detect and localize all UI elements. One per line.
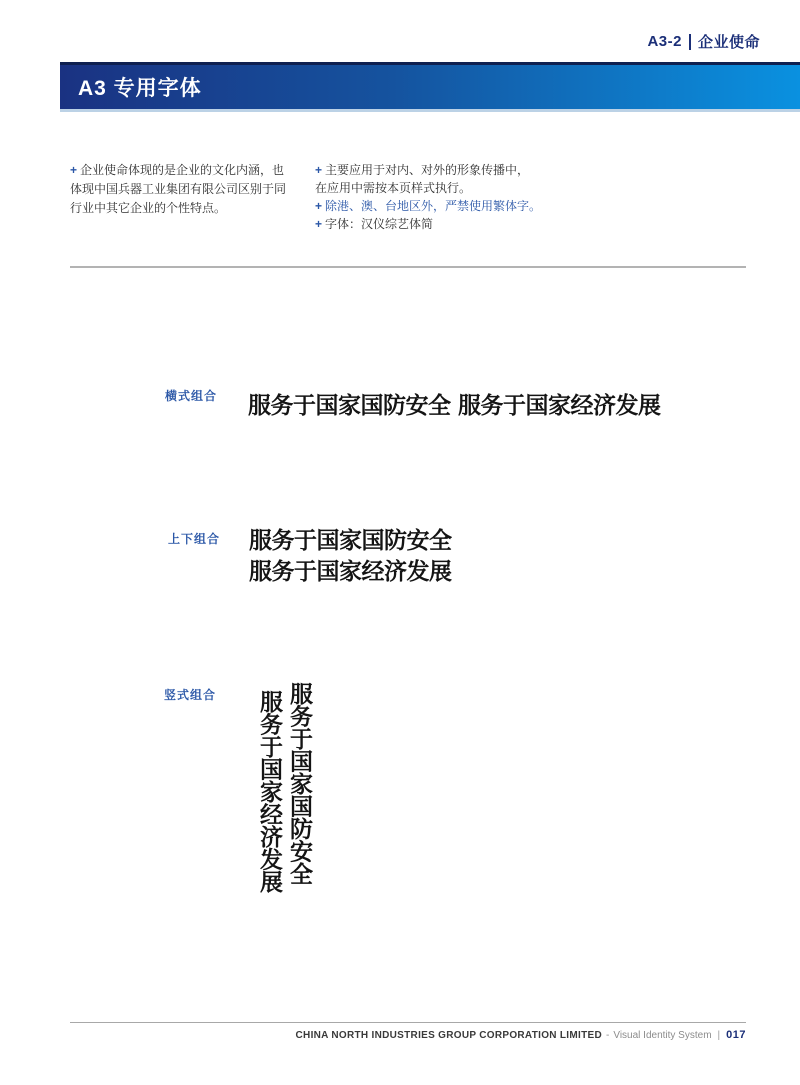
intro-right-column	[315, 161, 590, 233]
intro-right-line	[315, 215, 590, 233]
specimen-vertical-column-left: 服务于国家经济发展	[256, 690, 282, 893]
footer-page-number: 017	[726, 1029, 746, 1041]
specimen-stacked	[249, 526, 452, 588]
specimen-vertical-column-right: 服务于国家国防安全	[286, 682, 312, 885]
intro-right-line	[315, 179, 590, 197]
plus-icon: +	[70, 163, 78, 177]
page-section-code	[647, 31, 760, 52]
font-name-note: 字体：汉仪综艺体简	[325, 217, 434, 231]
intro-left-text-2: 体现中国兵器工业集团有限公司区别于同	[70, 182, 287, 196]
intro-left-text-1: 企业使命体现的是企业的文化内涵，也	[80, 163, 285, 177]
specimen-vertical	[254, 682, 314, 907]
corner-divider	[689, 34, 691, 50]
restriction-note: 除港、澳、台地区外，严禁使用繁体字。	[325, 199, 542, 213]
label-vertical-combination: 竖式组合	[164, 688, 217, 702]
specimen-horizontal: 服务于国家国防安全 服务于国家经济发展	[248, 393, 661, 419]
section-divider	[70, 266, 746, 268]
footer-dash: -	[605, 1030, 610, 1041]
plus-icon: +	[315, 199, 323, 213]
intro-left-line	[70, 199, 302, 218]
intro-right-line	[315, 161, 590, 179]
specimen-stacked-line-2: 服务于国家经济发展	[249, 559, 452, 585]
section-title: 企业使命	[697, 34, 760, 51]
plus-icon: +	[315, 217, 323, 231]
intro-left-line	[70, 180, 302, 199]
intro-left-text-3: 行业中其它企业的个性特点。	[70, 201, 227, 215]
footer-company-name: CHINA NORTH INDUSTRIES GROUP CORPORATION LIMITED	[295, 1030, 602, 1041]
specimen-stacked-line-1: 服务于国家国防安全	[249, 528, 452, 554]
intro-left-line	[70, 161, 302, 180]
usage-note-1: 主要应用于对内、对外的形象传播中，	[325, 163, 530, 177]
label-horizontal-combination: 横式组合	[165, 389, 218, 403]
section-code: A3-2	[647, 33, 682, 50]
page-title: A3 专用字体	[78, 77, 202, 100]
chapter-title-bar	[60, 62, 800, 112]
plus-icon: +	[315, 163, 323, 177]
footer-separator: |	[717, 1030, 721, 1041]
intro-right-line	[315, 197, 590, 215]
intro-left-column	[70, 161, 302, 218]
usage-note-2: 在应用中需按本页样式执行。	[315, 181, 472, 195]
label-stacked-combination: 上下组合	[168, 532, 221, 546]
footer	[296, 1029, 746, 1041]
footer-system-name: Visual Identity System	[613, 1030, 712, 1041]
footer-divider	[70, 1022, 746, 1023]
